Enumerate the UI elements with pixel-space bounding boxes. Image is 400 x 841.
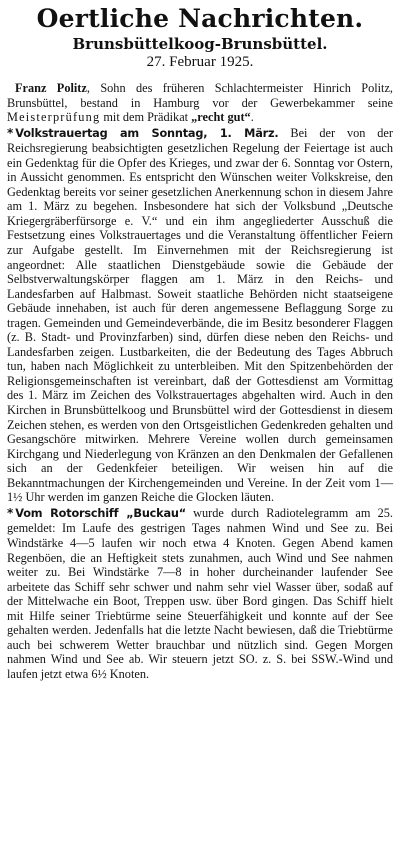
issue-date: 27. Februar 1925.: [146, 54, 254, 70]
article-headline: Volkstrauertag am Sonntag, 1. März.: [15, 126, 279, 140]
article-text: .: [250, 110, 254, 125]
article-bullet: *: [7, 125, 14, 140]
article-body: Bei der von der Reichsregierung beabsichtigten gesetzlichen Regelung der Feiertage ist auch ein Gedenktag für die Opfer des Krieges, und zwar der 6. Sonntag vor Ostern, in Aussicht genommen. Es entspricht den Wünschen weiter Volkskreise, den Gedenktag bereits vor seiner gesetzlichen Anerkennung schon in diesem Jahre am 1. März zu begehen. Insbesondere hat sich der Volksbund „Deutsche Kriegergräberfürsorge e. V.“ und ein ihm angegliederter Ausschuß die Festsetzung eines Volkstrauertages und die Veranstaltung öffentlicher Feiern zur Aufgabe gestellt. Im Einvernehmen mit der Reichsregierung ist angeordnet: Alle staatlichen Dienstgebäude sowie die Gebäude der Selbstverwaltungskörper flaggen am 1. März in den Reichs- und Landesfarben auf Halbmast. Soweit staatliche Behörden nicht staatseigene Gebäude innehaben, ist auch für deren angemessene Beflaggung Sorge zu tragen. Gemeinden und Gemeindeverbände, die im Besitz besonderer Flaggen (z. B. Stadt- und Provinzfarben) sind, dürfen diese neben den Reichs- und Landesfarben zeigen. Lustbarkeiten, die der Bedeutung des Tages Abbruch tun, haben nach Möglichkeit zu unterbleiben. Mit den Spitzenbehörden der Religionsgemeinschaften ist vereinbart, daß der Gottesdienst am Vormittag des 1. März im Zeichen des Volkstrauertages abgehalten wird. Auch in den Kirchen in Brunsbüttelkoog und Brunsbüttel wird der Gottesdienst in diesem Zeichen stehen, es werden von den Ortsgeistlichen Gedenkreden gehalten und Gesangschöre mitwirken. Mehrere Vereine wollen durch gemeinsamen Kirchgang und Niederlegung von Kränzen an den Denkmalen der Gefallenen sich an der Gedenkfeier beteiligen. Wir weisen hin auf die Bekanntmachungen der Kirchengemeinden und Vereine. In der Zeit vom 1—1½ Uhr werden im ganzen Reiche die Glocken läuten.: [7, 125, 393, 505]
article-quote: „recht gut“: [191, 110, 251, 125]
article-franz-politz: [7, 81, 393, 125]
section-subtitle: Brunsbüttelkoog-Brunsbüttel.: [72, 35, 328, 53]
masthead: [7, 4, 393, 71]
article-text: , Sohn des früheren Schlachtermeister Hinrich Politz, Brunsbüttel, bestand in Hamburg vor der Gewerbekammer seine: [7, 81, 393, 110]
article-body: wurde durch Radiotelegramm am 25. gemeldet: Im Laufe des gestrigen Tages nahmen Wind und See zu. Bei Windstärke 4—5 laufen wir noch etwa 4 Knoten. Gegen Abend kamen Regenböen, die an Heftigkeit stets zunahmen, auch Wind und See nahmen weiter zu. Bei Windstärke 7—8 in hoher durcheinander laufender See arbeitete das Schiff sehr schwer und nahm sehr viel Wasser über, sodaß auf der Mittelwache ein Boot, Treppen usw. über Bord gingen. Das Schiff hielt mit Hilfe seiner Triebtürme seine Steuerfähigkeit und konnte auf der See gehalten werden. Jedenfalls hat die letzte Nacht bewiesen, daß die Triebtürme auch bei schwerem Wetter brauchbar und nützlich sind. Gegen Morgen nahmen Wind und See ab. Wir steuern jetzt SO. z. S. bei SSW.-Wind und laufen jetzt etwa 6½ Knoten.: [7, 505, 393, 681]
article-headline: Vom Rotorschiff „Buckau“: [15, 506, 186, 520]
article-lead-name: Franz Politz: [15, 81, 87, 95]
article-rotorschiff-buckau: [7, 506, 393, 682]
article-volkstrauertag: [7, 126, 393, 505]
article-emphasis: Meisterprüfung: [7, 110, 101, 125]
section-title: Oertliche Nachrichten.: [36, 4, 364, 33]
article-bullet: *: [7, 505, 14, 520]
article-text: mit dem Prädikat: [100, 110, 192, 125]
